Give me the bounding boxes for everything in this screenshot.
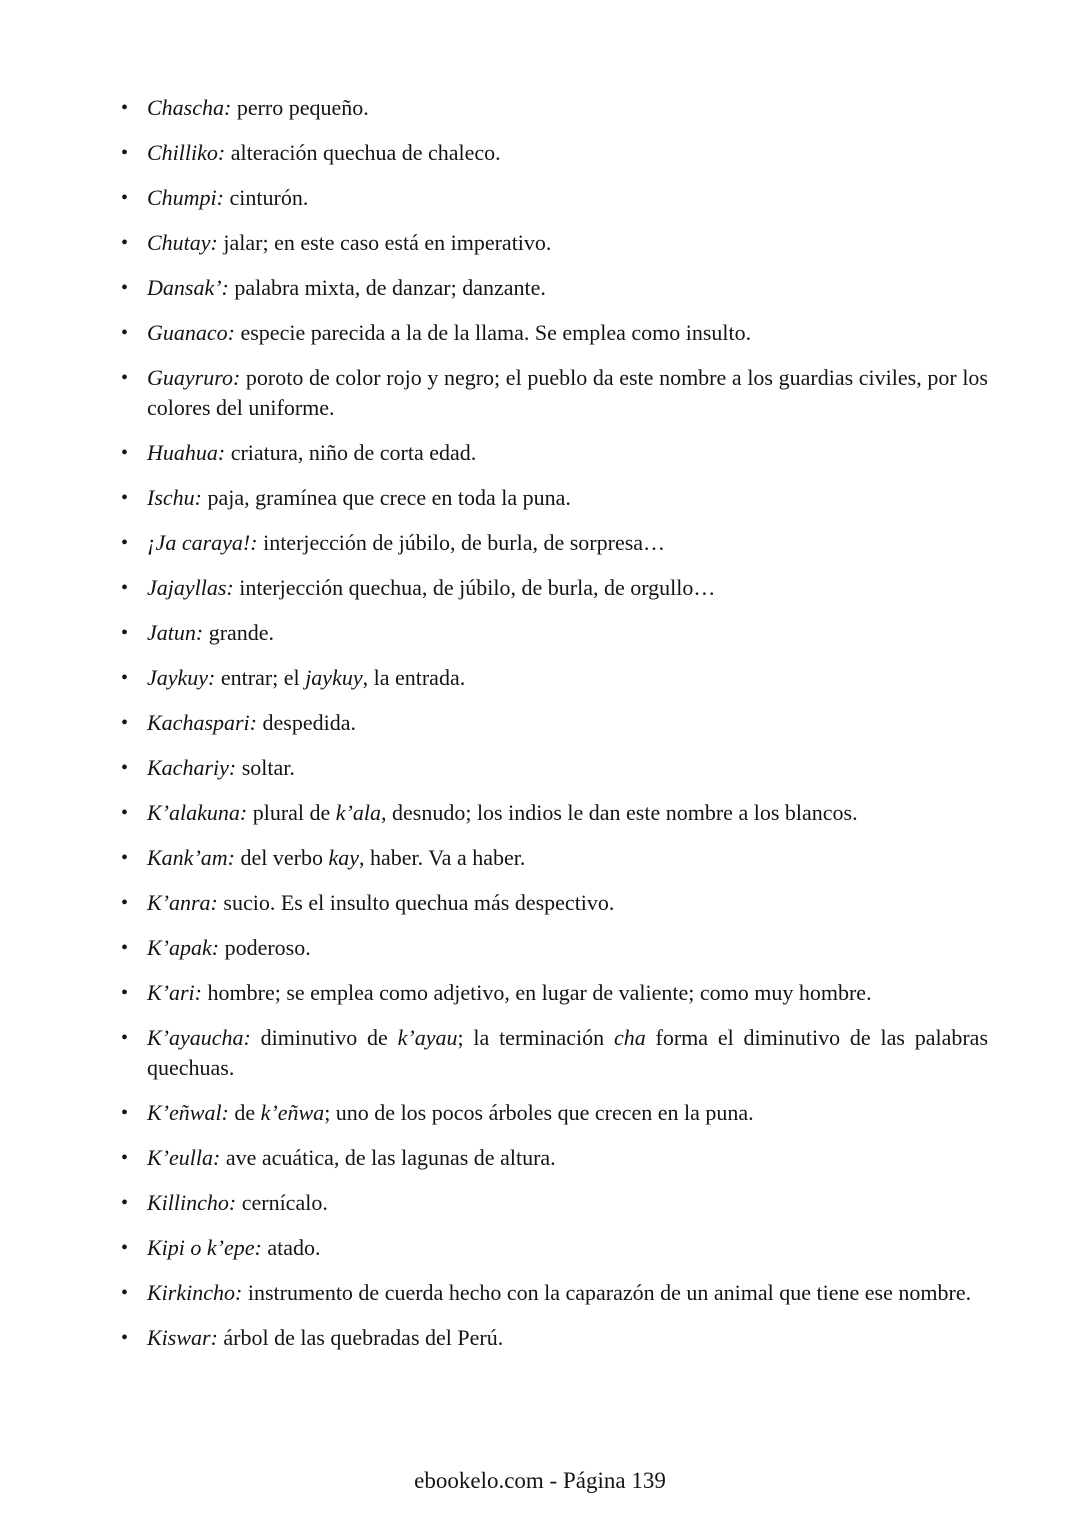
glossary-definition: poroto de color rojo y negro; el pueblo da este nombre a los guardias civiles, por los colores del uniforme. (147, 365, 988, 420)
bullet-icon: • (121, 1027, 129, 1049)
glossary-definition: sucio. Es el insulto quechua más despectivo. (217, 890, 615, 915)
glossary-term: Jatun: (147, 620, 204, 645)
bullet-icon: • (121, 802, 129, 824)
glossary-term: K’anra: (147, 890, 218, 915)
glossary-definition: entrar; el jaykuy, la entrada. (215, 665, 466, 690)
bullet-icon: • (121, 1282, 129, 1304)
bullet-icon: • (121, 532, 129, 554)
glossary-term: Guayruro: (147, 365, 241, 390)
glossary-definition: soltar. (236, 755, 295, 780)
glossary-term: Ischu: (147, 485, 202, 510)
glossary-entry (120, 753, 988, 783)
glossary-entry (120, 843, 988, 873)
glossary-definition: hombre; se emplea como adjetivo, en lugar de valiente; como muy hombre. (202, 980, 872, 1005)
glossary-definition: cernícalo. (236, 1190, 328, 1215)
glossary-definition: atado. (261, 1235, 321, 1260)
glossary-term: Kiswar: (147, 1325, 218, 1350)
bullet-icon: • (121, 1192, 129, 1214)
glossary-entry (120, 798, 988, 828)
glossary-entry (120, 1323, 988, 1353)
glossary-definition: palabra mixta, de danzar; danzante. (228, 275, 546, 300)
glossary-entry (120, 483, 988, 513)
glossary-term: Kirkincho: (147, 1280, 243, 1305)
glossary-definition: árbol de las quebradas del Perú. (217, 1325, 504, 1350)
glossary-entry (120, 573, 988, 603)
bullet-icon: • (121, 1147, 129, 1169)
bullet-icon: • (121, 622, 129, 644)
glossary-definition: alteración quechua de chaleco. (225, 140, 501, 165)
glossary-term: Kachariy: (147, 755, 237, 780)
glossary-term: ¡Ja caraya!: (147, 530, 258, 555)
glossary-entry (120, 363, 988, 423)
bullet-icon: • (121, 982, 129, 1004)
glossary-entry (120, 93, 988, 123)
glossary-entry (120, 228, 988, 258)
glossary-list (120, 93, 988, 1368)
glossary-term: K’ari: (147, 980, 202, 1005)
bullet-icon: • (121, 367, 129, 389)
glossary-term: K’alakuna: (147, 800, 248, 825)
glossary-entry (120, 708, 988, 738)
glossary-entry (120, 1188, 988, 1218)
glossary-definition: criatura, niño de corta edad. (225, 440, 477, 465)
bullet-icon: • (121, 757, 129, 779)
glossary-entry (120, 138, 988, 168)
glossary-definition: del verbo kay, haber. Va a haber. (234, 845, 526, 870)
glossary-term: K’apak: (147, 935, 220, 960)
glossary-entry (120, 1233, 988, 1263)
bullet-icon: • (121, 487, 129, 509)
bullet-icon: • (121, 187, 129, 209)
glossary-entry (120, 273, 988, 303)
glossary-entry (120, 618, 988, 648)
glossary-definition: grande. (203, 620, 275, 645)
glossary-term: Chutay: (147, 230, 218, 255)
glossary-term: Kipi o k’epe: (147, 1235, 262, 1260)
glossary-term: Guanaco: (147, 320, 235, 345)
glossary-definition: despedida. (257, 710, 356, 735)
bullet-icon: • (121, 892, 129, 914)
glossary-entry (120, 318, 988, 348)
glossary-entry (120, 183, 988, 213)
glossary-term: Chascha: (147, 95, 232, 120)
glossary-term: Jaykuy: (147, 665, 216, 690)
glossary-term: Jajayllas: (147, 575, 234, 600)
glossary-term: Killincho: (147, 1190, 237, 1215)
glossary-definition: plural de k’ala, desnudo; los indios le dan este nombre a los blancos. (247, 800, 858, 825)
bullet-icon: • (121, 97, 129, 119)
glossary-definition: especie parecida a la de la llama. Se emplea como insulto. (234, 320, 752, 345)
bullet-icon: • (121, 1237, 129, 1259)
glossary-definition: cinturón. (224, 185, 309, 210)
bullet-icon: • (121, 847, 129, 869)
glossary-definition: paja, gramínea que crece en toda la puna. (201, 485, 571, 510)
glossary-entry (120, 1023, 988, 1083)
glossary-entry (120, 1143, 988, 1173)
glossary-entry (120, 933, 988, 963)
bullet-icon: • (121, 442, 129, 464)
bullet-icon: • (121, 322, 129, 344)
glossary-definition: perro pequeño. (231, 95, 369, 120)
glossary-definition: instrumento de cuerda hecho con la caparazón de un animal que tiene ese nombre. (242, 1280, 972, 1305)
glossary-term: Huahua: (147, 440, 226, 465)
glossary-term: K’ayaucha: (147, 1025, 251, 1050)
bullet-icon: • (121, 277, 129, 299)
glossary-term: Chumpi: (147, 185, 224, 210)
glossary-entry (120, 1278, 988, 1308)
bullet-icon: • (121, 1327, 129, 1349)
glossary-entry (120, 528, 988, 558)
bullet-icon: • (121, 667, 129, 689)
glossary-term: Dansak’: (147, 275, 229, 300)
glossary-term: K’eulla: (147, 1145, 221, 1170)
glossary-definition: interjección quechua, de júbilo, de burla, de orgullo… (233, 575, 716, 600)
glossary-entry (120, 888, 988, 918)
bullet-icon: • (121, 232, 129, 254)
bullet-icon: • (121, 142, 129, 164)
glossary-term: Kank’am: (147, 845, 235, 870)
bullet-icon: • (121, 712, 129, 734)
glossary-term: Kachaspari: (147, 710, 257, 735)
glossary-entry (120, 1098, 988, 1128)
glossary-definition: poderoso. (219, 935, 311, 960)
glossary-entry (120, 438, 988, 468)
bullet-icon: • (121, 1102, 129, 1124)
glossary-definition: de k’eñwa; uno de los pocos árboles que crecen en la puna. (228, 1100, 754, 1125)
glossary-entry (120, 663, 988, 693)
bullet-icon: • (121, 937, 129, 959)
glossary-definition: jalar; en este caso está en imperativo. (217, 230, 552, 255)
page-footer: ebookelo.com - Página 139 (414, 1468, 666, 1493)
glossary-term: Chilliko: (147, 140, 226, 165)
glossary-term: K’eñwal: (147, 1100, 229, 1125)
glossary-definition: interjección de júbilo, de burla, de sorpresa… (257, 530, 666, 555)
glossary-entry (120, 978, 988, 1008)
bullet-icon: • (121, 577, 129, 599)
glossary-definition: ave acuática, de las lagunas de altura. (220, 1145, 556, 1170)
glossary-definition: diminutivo de k’ayau; la terminación cha forma el diminutivo de las palabras quechuas. (147, 1025, 989, 1080)
